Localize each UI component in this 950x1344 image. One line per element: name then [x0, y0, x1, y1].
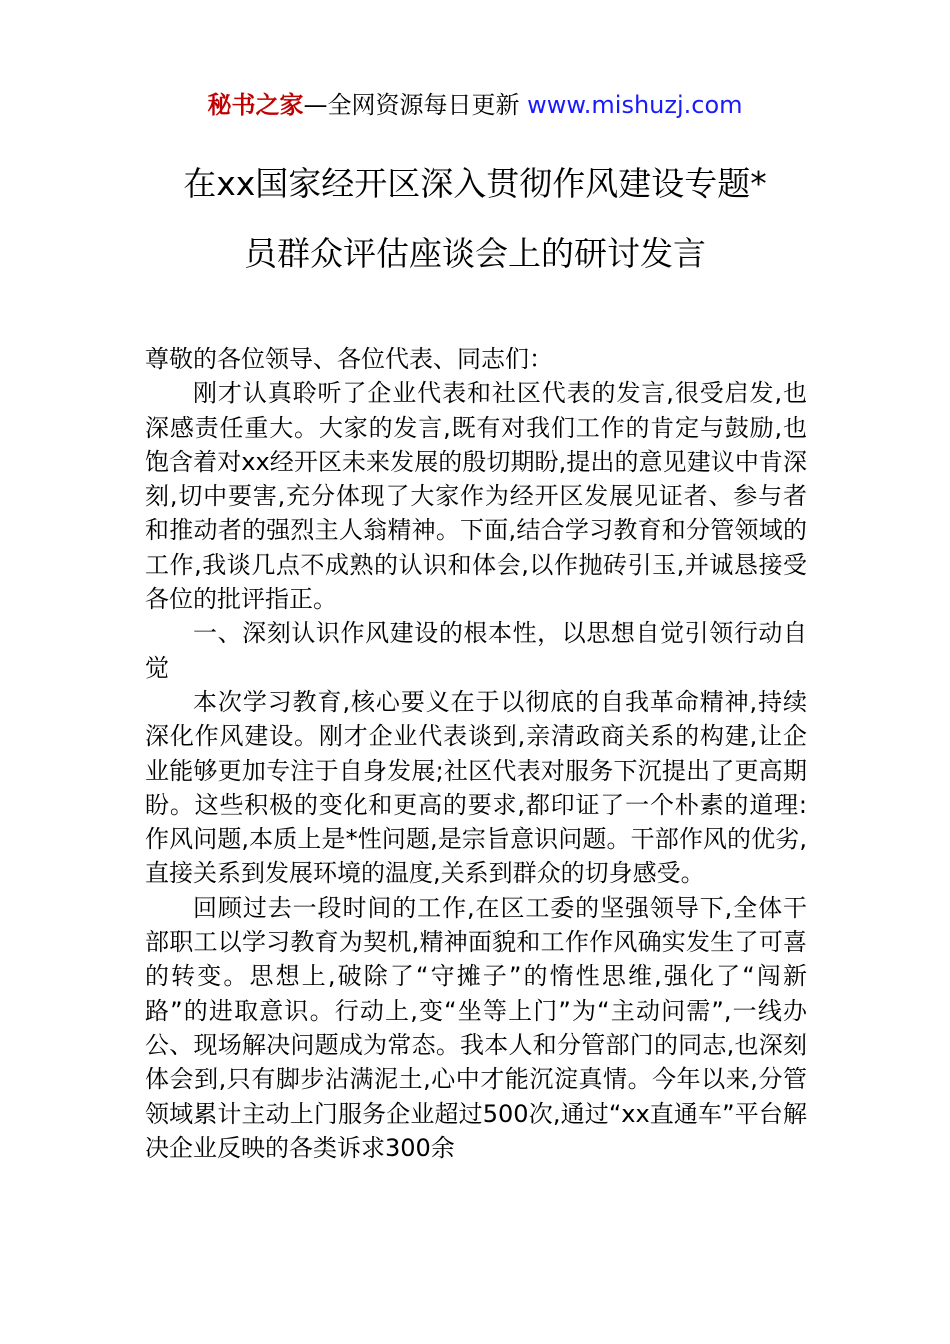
- body-paragraph: 本次学习教育,核心要义在于以彻底的自我革命精神,持续深化作风建设。刚才企业代表谈到,亲清政商关系的构建,让企业能够更加专注于自身发展;社区代表对服务下沉提出了更高期盼。这些积极的变化和更高的要求,都印证了一个朴素的道理:作风问题,本质上是*性问题,是宗旨意识问题。干部作风的优劣,直接关系到发展环境的温度,关系到群众的切身感受。: [145, 687, 807, 888]
- site-url-link[interactable]: www.mishuzj.com: [527, 91, 743, 119]
- section-heading: 一、深刻认识作风建设的根本性，以思想自觉引领行动自觉: [145, 619, 807, 682]
- header-tagline: 全网资源每日更新: [327, 91, 528, 119]
- document-body: [145, 342, 807, 1165]
- title-line-1: 在xx国家经开区深入贯彻作风建设专题*: [183, 164, 767, 203]
- site-header: [0, 88, 950, 122]
- document-title: [100, 160, 850, 278]
- brand-name: 秘书之家: [207, 91, 304, 119]
- salutation: 尊敬的各位领导、各位代表、同志们：: [145, 345, 553, 373]
- header-separator: —: [303, 91, 328, 119]
- title-line-2: 员群众评估座谈会上的研讨发言: [244, 234, 706, 273]
- body-paragraph: 回顾过去一段时间的工作,在区工委的坚强领导下,全体干部职工以学习教育为契机,精神面貌和工作作风确实发生了可喜的转变。思想上,破除了“守摊子”的惰性思维,强化了“闯新路”的进取意识。行动上,变“坐等上门”为“主动问需”,一线办公、现场解决问题成为常态。我本人和分管部门的同志,也深刻体会到,只有脚步沾满泥土,心中才能沉淀真情。今年以来,分管领域累计主动上门服务企业超过500次,通过“xx直通车”平台解决企业反映的各类诉求300余: [145, 893, 807, 1162]
- body-paragraph: 刚才认真聆听了企业代表和社区代表的发言,很受启发,也深感责任重大。大家的发言,既有对我们工作的肯定与鼓励,也饱含着对xx经开区未来发展的殷切期盼,提出的意见建议中肯深刻,切中要害,充分体现了大家作为经开区发展见证者、参与者和推动者的强烈主人翁精神。下面,结合学习教育和分管领域的工作,我谈几点不成熟的认识和体会,以作抛砖引玉,并诚恳接受各位的批评指正。: [145, 379, 807, 614]
